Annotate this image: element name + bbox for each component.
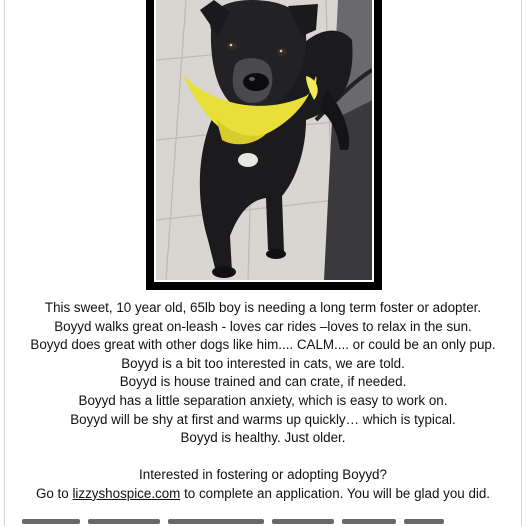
description-line-7: Boyyd will be shy at first and warms up quickly… which is typical. — [70, 411, 456, 427]
cta-line — [0, 485, 526, 504]
description-line-8: Boyyd is healthy. Just older. — [180, 430, 346, 446]
cutoff-fragment — [168, 519, 264, 524]
cutoff-fragment — [342, 519, 396, 524]
flyer-text — [0, 299, 526, 504]
cutoff-fragment — [88, 519, 160, 524]
dog-illustration — [156, 0, 372, 280]
description-line-6: Boyyd has a little separation anxiety, which is easy to work on. — [78, 392, 448, 408]
paragraph-spacer — [0, 448, 526, 467]
cta-suffix: to complete an application. You will be glad you did. — [180, 485, 491, 501]
cutoff-fragment — [404, 519, 444, 524]
description-line-4: Boyyd is a bit too interested in cats, we are told. — [121, 355, 405, 371]
cta-question: Interested in fostering or adopting Boyyd? — [139, 467, 387, 483]
description-line-1: This sweet, 10 year old, 65lb boy is needing a long term foster or adopter. — [44, 300, 482, 315]
description-line-5: Boyyd is house trained and can crate, if needed. — [119, 374, 407, 390]
cutoff-fragment — [22, 519, 80, 524]
cut-off-text-line — [0, 519, 526, 526]
cutoff-fragment — [272, 519, 334, 524]
description-line-2: Boyyd walks great on-leash - loves car rides –loves to relax in the sun. — [54, 318, 472, 334]
cta-prefix: Go to — [35, 485, 73, 501]
description-line-3: Boyyd does great with other dogs like him.... CALM.... or could be an only pup. — [30, 337, 496, 353]
photo-frame — [146, 0, 382, 290]
lizzyshospice-link[interactable]: lizzyshospice.com — [72, 485, 181, 501]
dog-photo — [154, 0, 374, 282]
